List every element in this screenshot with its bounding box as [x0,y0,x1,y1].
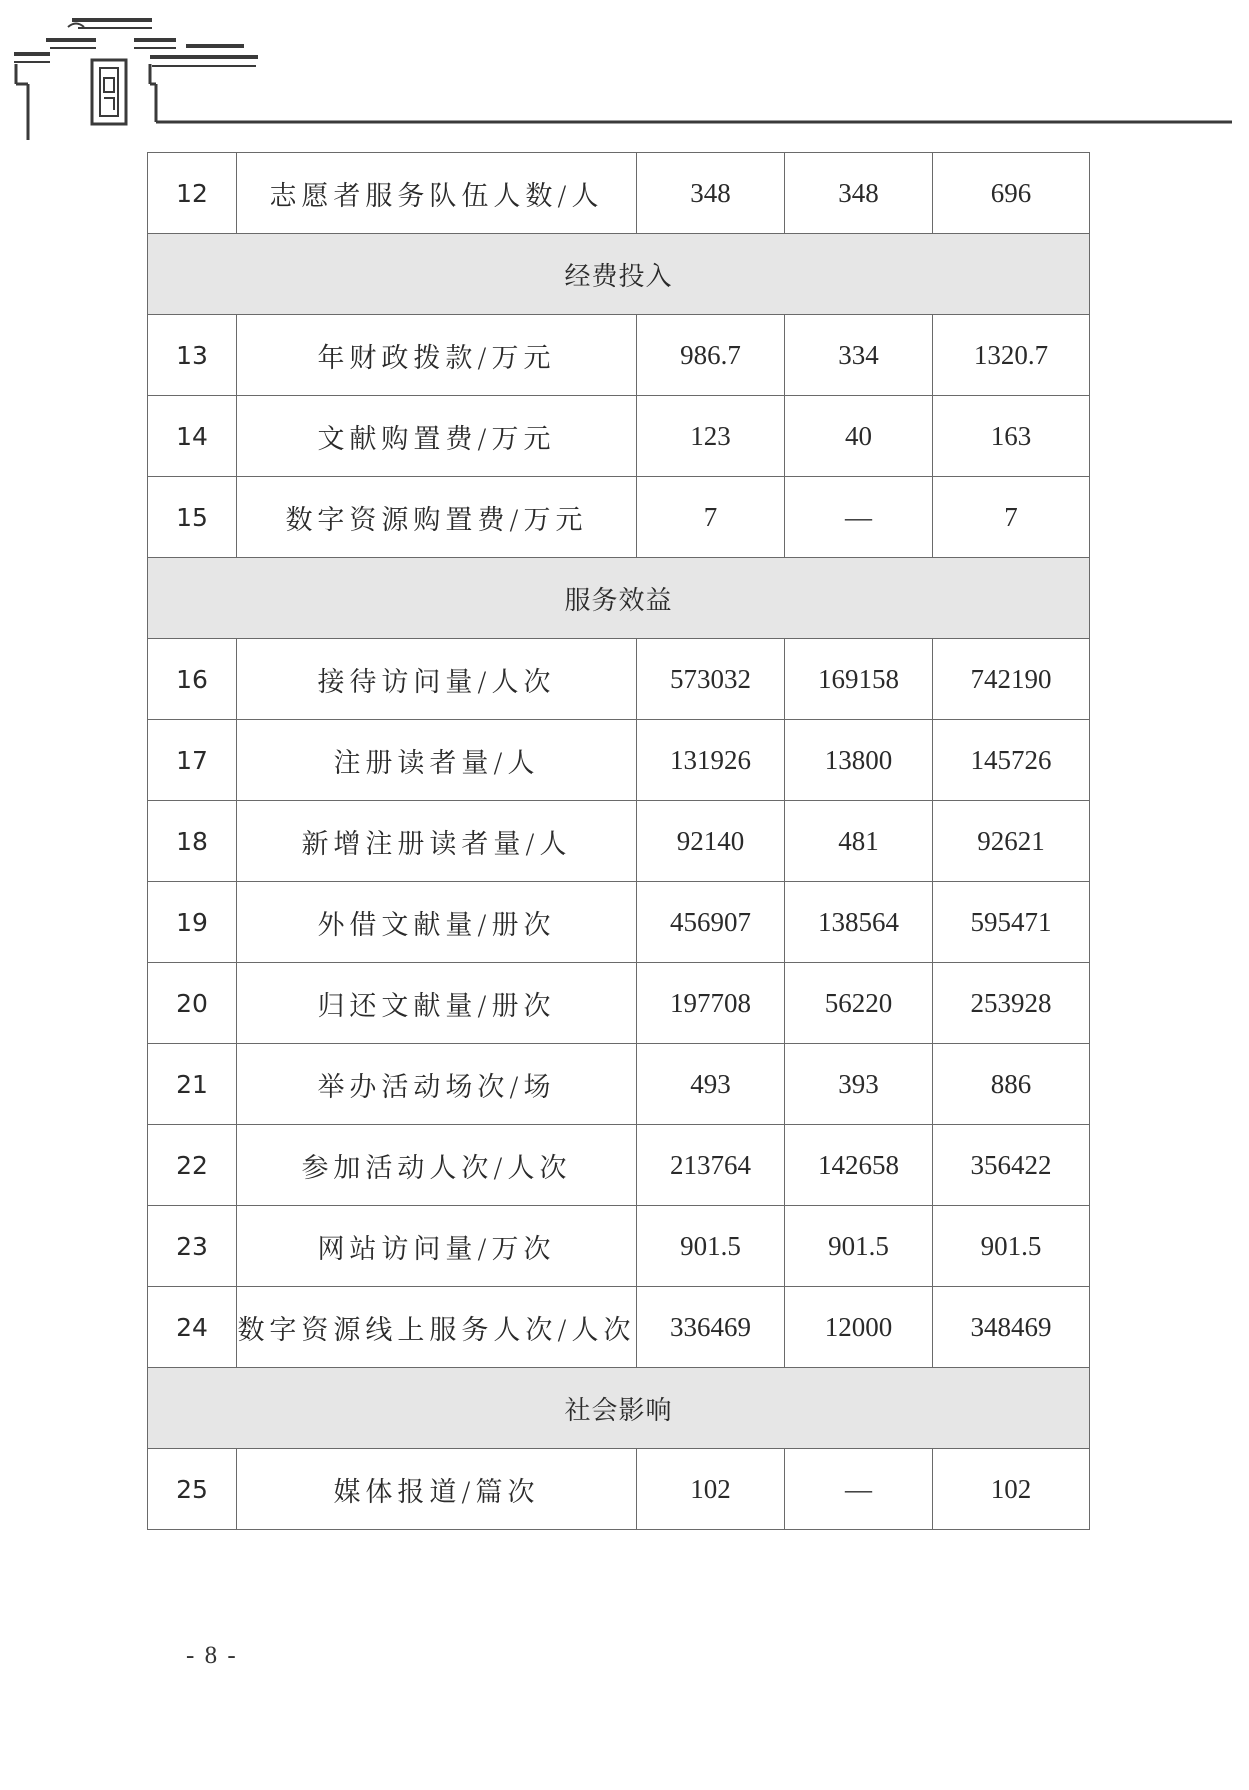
row-index-cell: 15 [148,477,237,558]
row-name-cell: 媒体报道/篇次 [237,1449,637,1530]
value-1-cell: 573032 [637,639,785,720]
value-2-cell: 56220 [785,963,933,1044]
table-row [148,882,1090,963]
total-cell: 696 [933,153,1090,234]
total-cell: 253928 [933,963,1090,1044]
table-row [148,1449,1090,1530]
row-name-cell: 新增注册读者量/人 [237,801,637,882]
table-row [148,396,1090,477]
value-1-cell: 336469 [637,1287,785,1368]
row-index-cell: 23 [148,1206,237,1287]
value-2-cell: 40 [785,396,933,477]
row-name-cell: 志愿者服务队伍人数/人 [237,153,637,234]
value-2-cell: 169158 [785,639,933,720]
table-row [148,1287,1090,1368]
page-number: - 8 - [186,1642,238,1669]
row-name-cell: 网站访问量/万次 [237,1206,637,1287]
section-title: 服务效益 [148,558,1090,639]
value-1-cell: 102 [637,1449,785,1530]
table-row [148,639,1090,720]
row-name-cell: 数字资源购置费/万元 [237,477,637,558]
table-row [148,315,1090,396]
value-1-cell: 493 [637,1044,785,1125]
row-index-cell: 24 [148,1287,237,1368]
row-name-cell: 参加活动人次/人次 [237,1125,637,1206]
row-name-cell: 举办活动场次/场 [237,1044,637,1125]
section-header-row [148,1368,1090,1449]
value-2-cell: — [785,1449,933,1530]
row-name-cell: 归还文献量/册次 [237,963,637,1044]
value-2-cell: 142658 [785,1125,933,1206]
value-1-cell: 131926 [637,720,785,801]
statistics-table-container [147,152,1089,1530]
total-cell: 356422 [933,1125,1090,1206]
row-name-cell: 外借文献量/册次 [237,882,637,963]
table-row [148,963,1090,1044]
total-cell: 348469 [933,1287,1090,1368]
row-index-cell: 12 [148,153,237,234]
table-row [148,1206,1090,1287]
row-name-cell: 数字资源线上服务人次/人次 [237,1287,637,1368]
row-index-cell: 18 [148,801,237,882]
value-2-cell: 13800 [785,720,933,801]
total-cell: 92621 [933,801,1090,882]
table-row [148,477,1090,558]
table-row [148,1125,1090,1206]
total-cell: 886 [933,1044,1090,1125]
row-index-cell: 16 [148,639,237,720]
row-index-cell: 25 [148,1449,237,1530]
table-row [148,720,1090,801]
total-cell: 595471 [933,882,1090,963]
value-2-cell: 12000 [785,1287,933,1368]
row-name-cell: 注册读者量/人 [237,720,637,801]
row-name-cell: 文献购置费/万元 [237,396,637,477]
section-title: 社会影响 [148,1368,1090,1449]
row-index-cell: 13 [148,315,237,396]
header-ornament [0,0,1249,150]
total-cell: 742190 [933,639,1090,720]
row-index-cell: 21 [148,1044,237,1125]
value-2-cell: 393 [785,1044,933,1125]
value-2-cell: 901.5 [785,1206,933,1287]
value-1-cell: 7 [637,477,785,558]
value-1-cell: 348 [637,153,785,234]
row-index-cell: 17 [148,720,237,801]
value-1-cell: 123 [637,396,785,477]
value-1-cell: 213764 [637,1125,785,1206]
statistics-table [147,152,1090,1530]
row-name-cell: 年财政拨款/万元 [237,315,637,396]
total-cell: 901.5 [933,1206,1090,1287]
table-row [148,801,1090,882]
value-2-cell: 348 [785,153,933,234]
value-2-cell: — [785,477,933,558]
table-body [148,153,1090,1530]
total-cell: 1320.7 [933,315,1090,396]
total-cell: 145726 [933,720,1090,801]
row-index-cell: 20 [148,963,237,1044]
row-name-cell: 接待访问量/人次 [237,639,637,720]
table-row [148,1044,1090,1125]
value-2-cell: 334 [785,315,933,396]
value-1-cell: 92140 [637,801,785,882]
row-index-cell: 14 [148,396,237,477]
value-1-cell: 901.5 [637,1206,785,1287]
total-cell: 102 [933,1449,1090,1530]
value-1-cell: 197708 [637,963,785,1044]
section-header-row [148,234,1090,315]
section-title: 经费投入 [148,234,1090,315]
row-index-cell: 22 [148,1125,237,1206]
value-1-cell: 986.7 [637,315,785,396]
value-1-cell: 456907 [637,882,785,963]
row-index-cell: 19 [148,882,237,963]
value-2-cell: 138564 [785,882,933,963]
value-2-cell: 481 [785,801,933,882]
table-row [148,153,1090,234]
total-cell: 7 [933,477,1090,558]
total-cell: 163 [933,396,1090,477]
section-header-row [148,558,1090,639]
